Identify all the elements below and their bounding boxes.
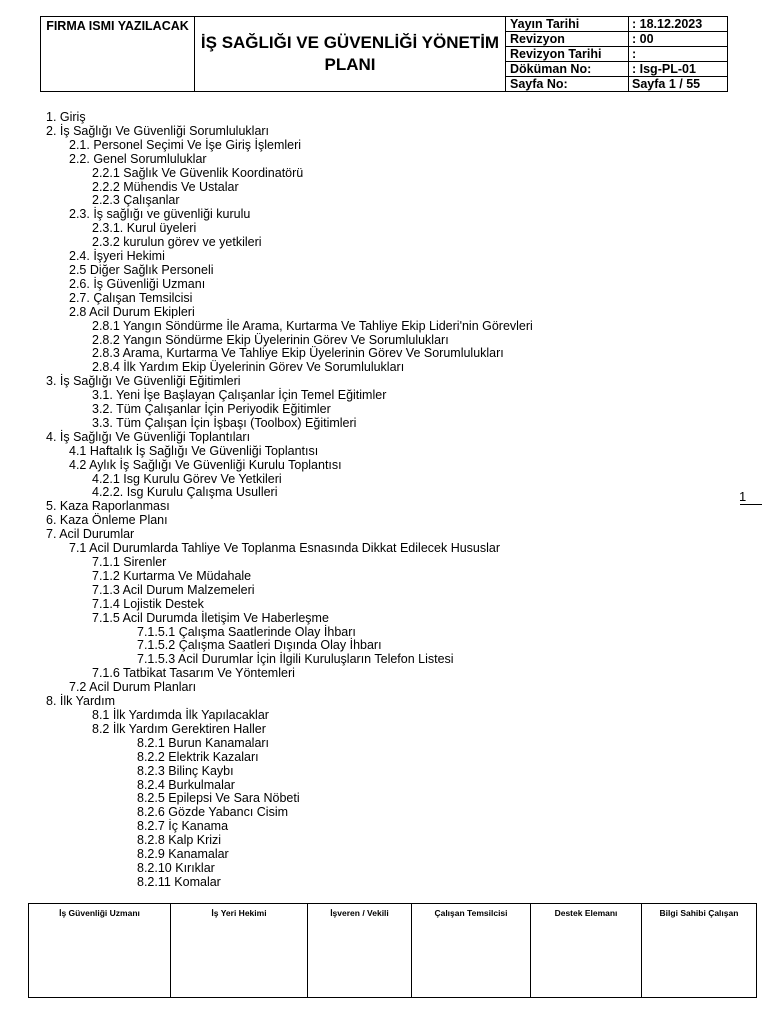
toc-item: 8.2.11 Komalar <box>137 874 221 889</box>
signature-table <box>28 903 757 998</box>
document-title: İŞ SAĞLIĞI VE GÜVENLİĞİ YÖNETİM PLANI <box>195 17 506 92</box>
toc-item: 3.3. Tüm Çalışan İçin İşbaşı (Toolbox) Eğitimleri <box>92 415 357 430</box>
toc-item: 2. İş Sağlığı Ve Güvenliği Sorumlulukları <box>46 123 270 138</box>
toc-item: 4.2.2. Isg Kurulu Çalışma Usulleri <box>92 485 278 500</box>
toc-item: 1. Giriş <box>46 110 86 124</box>
toc-item: 5. Kaza Raporlanması <box>46 499 170 514</box>
toc-item: 4. İş Sağlığı Ve Güvenliği Toplantıları <box>46 429 251 444</box>
document-header <box>40 16 728 92</box>
toc-item: 4.2 Aylık İş Sağlığı Ve Güvenliği Kurulu Toplantısı <box>69 457 342 472</box>
meta-value-page-no: Sayfa 1 / 55 <box>629 77 728 92</box>
meta-label-page-no: Sayfa No: <box>506 77 629 92</box>
toc-item: 8.2.7 İç Kanama <box>137 819 229 834</box>
page-number-underline <box>740 504 762 505</box>
toc-item: 4.1 Haftalık İş Sağlığı Ve Güvenliği Toplantısı <box>69 443 319 458</box>
toc-item: 8.2.3 Bilinç Kaybı <box>137 763 234 778</box>
signature-cell-employer: İşveren / Vekili <box>308 904 412 998</box>
toc-item: 7.1.5.3 Acil Durumlar İçin İlgili Kuruluşların Telefon Listesi <box>137 652 454 667</box>
toc-item: 2.6. İş Güvenliği Uzmanı <box>69 276 206 291</box>
signature-cell-knowledgeable-employee: Bilgi Sahibi Çalışan <box>642 904 757 998</box>
table-of-contents <box>46 111 533 890</box>
toc-item: 6. Kaza Önleme Planı <box>46 513 168 528</box>
toc-item: 3. İş Sağlığı Ve Güvenliği Eğitimleri <box>46 374 241 389</box>
toc-item: 8.2.9 Kanamalar <box>137 847 229 862</box>
meta-label-revision-date: Revizyon Tarihi <box>506 47 629 62</box>
meta-value-revision-date: : <box>629 47 728 62</box>
toc-item: 2.3. İş sağlığı ve güvenliği kurulu <box>69 207 251 222</box>
toc-item: 2.4. İşyeri Hekimi <box>69 249 165 264</box>
toc-item: 8.2 İlk Yardım Gerektiren Haller <box>92 721 266 736</box>
toc-item: 7. Acil Durumlar <box>46 527 135 542</box>
toc-item: 8.2.8 Kalp Krizi <box>137 833 222 848</box>
toc-item: 2.2. Genel Sorumluluklar <box>69 151 207 166</box>
toc-item: 2.3.1. Kurul üyeleri <box>92 221 197 236</box>
toc-item: 2.8.4 İlk Yardım Ekip Üyelerinin Görev Ve Sorumlulukları <box>92 360 405 375</box>
meta-label-document-no: Döküman No: <box>506 62 629 77</box>
toc-item: 7.1.5 Acil Durumda İletişim Ve Haberleşme <box>92 610 329 625</box>
toc-item: 8.2.5 Epilepsi Ve Sara Nöbeti <box>137 791 300 806</box>
toc-item: 7.1.1 Sirenler <box>92 555 167 569</box>
signature-cell-workplace-doctor: İş Yeri Hekimi <box>171 904 308 998</box>
toc-item: 2.8.2 Yangın Söndürme Ekip Üyelerinin Görev Ve Sorumlulukları <box>92 332 449 347</box>
signature-cell-support-staff: Destek Elemanı <box>531 904 642 998</box>
toc-item: 7.1.5.1 Çalışma Saatlerinde Olay İhbarı <box>137 624 356 639</box>
toc-item: 2.2.1 Sağlık Ve Güvenlik Koordinatörü <box>92 165 304 180</box>
toc-item: 7.1.2 Kurtarma Ve Müdahale <box>92 568 252 583</box>
signature-cell-safety-specialist: İş Güvenliği Uzmanı <box>29 904 171 998</box>
toc-item: 3.2. Tüm Çalışanlar İçin Periyodik Eğitimler <box>92 402 331 417</box>
toc-item: 2.7. Çalışan Temsilcisi <box>69 290 193 305</box>
toc-item: 2.8.1 Yangın Söndürme İle Arama, Kurtarma Ve Tahliye Ekip Lideri'nin Görevleri <box>92 318 533 333</box>
toc-item: 7.1 Acil Durumlarda Tahliye Ve Toplanma Esnasında Dikkat Edilecek Hususlar <box>69 541 501 556</box>
toc-item: 7.1.3 Acil Durum Malzemeleri <box>92 582 255 597</box>
toc-item: 8.2.1 Burun Kanamaları <box>137 735 270 750</box>
toc-item: 8.1 İlk Yardımda İlk Yapılacaklar <box>92 707 269 722</box>
meta-value-revision: : 00 <box>629 32 728 47</box>
toc-item: 8.2.10 Kırıklar <box>137 860 215 875</box>
meta-value-document-no: : Isg-PL-01 <box>629 62 728 77</box>
toc-item: 2.2.3 Çalışanlar <box>92 193 180 208</box>
toc-item: 7.1.4 Lojistik Destek <box>92 596 204 611</box>
meta-label-revision: Revizyon <box>506 32 629 47</box>
toc-item: 8.2.2 Elektrik Kazaları <box>137 749 259 764</box>
toc-item: 4.2.1 Isg Kurulu Görev Ve Yetkileri <box>92 471 282 486</box>
toc-item: 8.2.6 Gözde Yabancı Cisim <box>137 805 289 820</box>
meta-label-publish-date: Yayın Tarihi <box>506 17 629 32</box>
toc-item: 7.2 Acil Durum Planları <box>69 680 197 695</box>
toc-item: 8.2.4 Burkulmalar <box>137 777 235 792</box>
toc-item: 2.5 Diğer Sağlık Personeli <box>69 262 214 277</box>
page-number: 1 <box>739 489 747 504</box>
toc-item: 8. İlk Yardım <box>46 694 116 709</box>
company-name: FIRMA ISMI YAZILACAK <box>41 17 195 92</box>
toc-item: 2.1. Personel Seçimi Ve İşe Giriş İşlemleri <box>69 137 302 152</box>
toc-item: 2.8 Acil Durum Ekipleri <box>69 304 195 319</box>
meta-value-publish-date: : 18.12.2023 <box>629 17 728 32</box>
toc-item: 2.8.3 Arama, Kurtarma Ve Tahliye Ekip Üyelerinin Görev Ve Sorumlulukları <box>92 346 504 361</box>
toc-item: 7.1.6 Tatbikat Tasarım Ve Yöntemleri <box>92 666 295 681</box>
toc-item: 7.1.5.2 Çalışma Saatleri Dışında Olay İhbarı <box>137 638 382 653</box>
toc-item: 2.3.2 kurulun görev ve yetkileri <box>92 235 262 250</box>
toc-item: 3.1. Yeni İşe Başlayan Çalışanlar İçin Temel Eğitimler <box>92 388 387 403</box>
toc-item: 2.2.2 Mühendis Ve Ustalar <box>92 179 239 194</box>
signature-cell-employee-representative: Çalışan Temsilcisi <box>412 904 531 998</box>
